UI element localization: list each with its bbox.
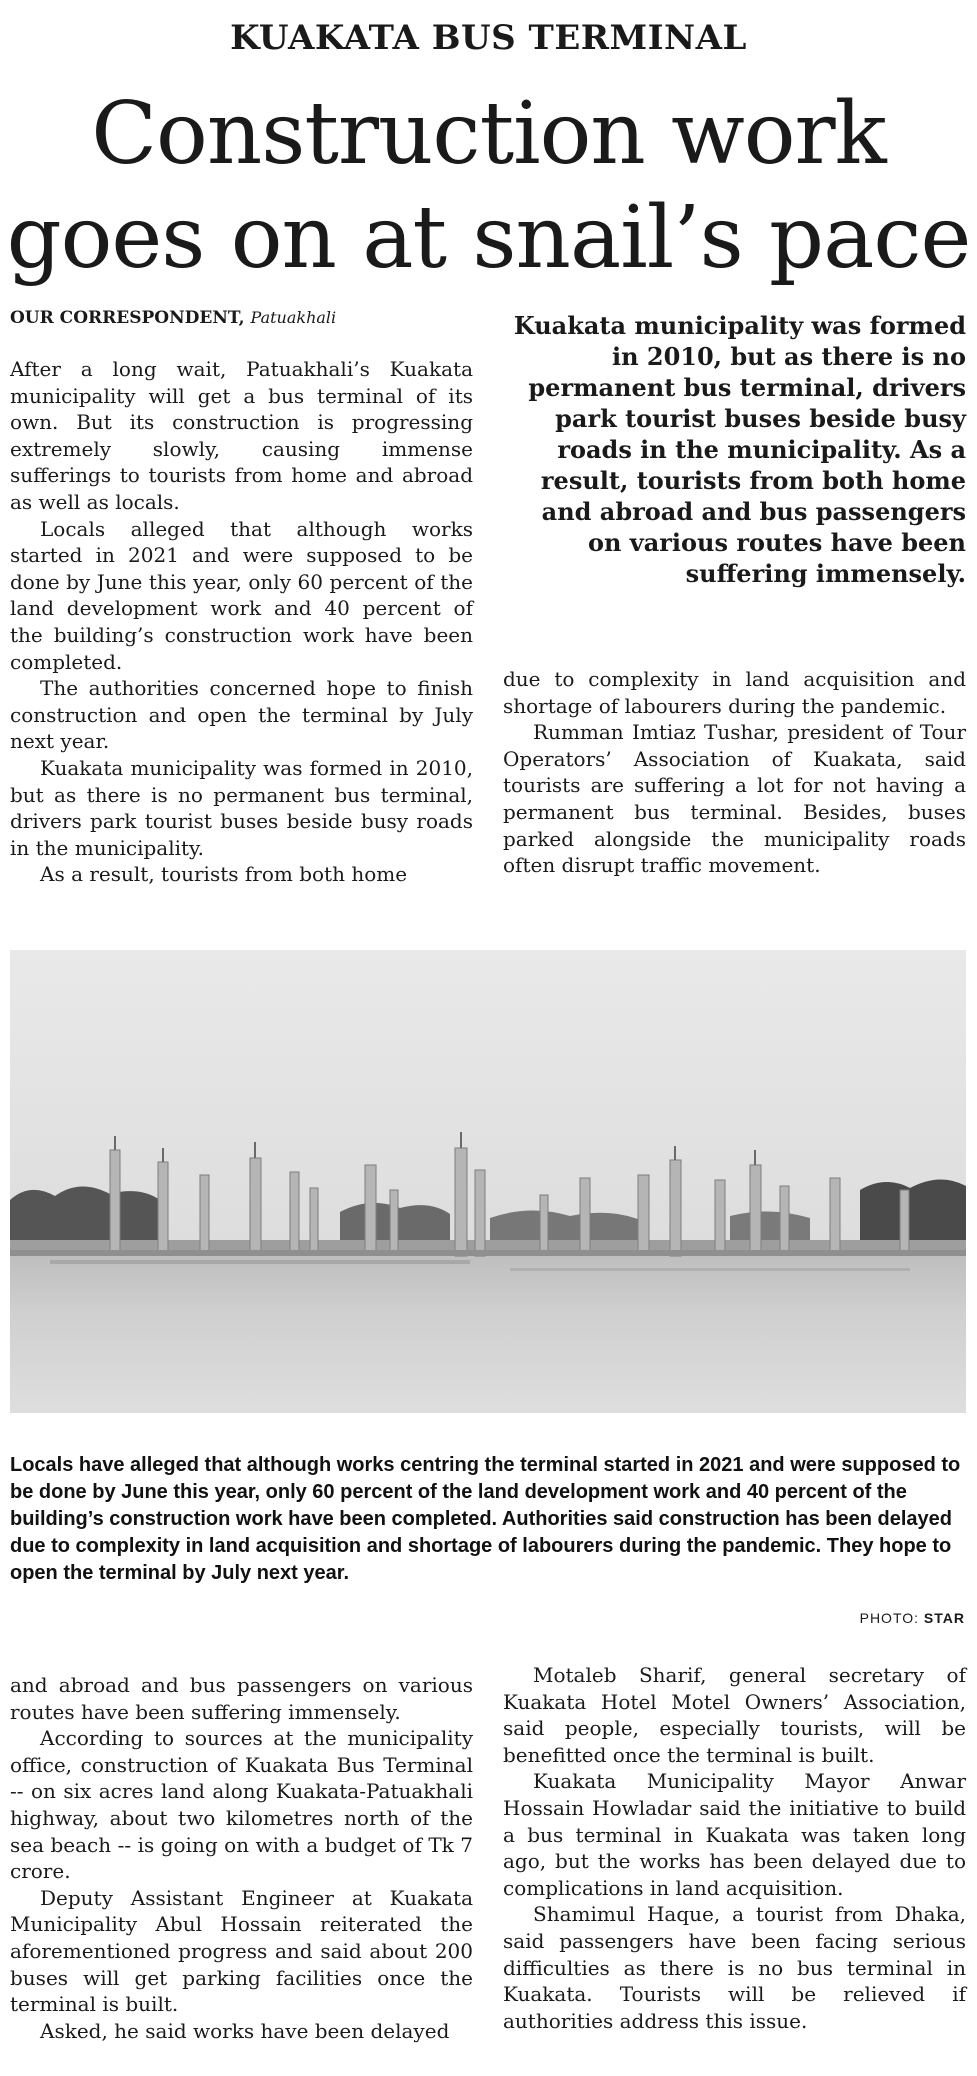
pull-quote: Kuakata municipality was formed in 2010, but as there is no permanent bus terminal, drivers park tourist buses beside busy roads in the municipality. As a result, tourists from both home and abroad and bus passengers on various routes have been suffering immensely. [513, 311, 966, 588]
photo-credit [860, 1610, 965, 1626]
kicker: KUAKATA BUS TERMINAL [230, 18, 747, 58]
paragraph: According to sources at the municipality office, construction of Kuakata Bus Terminal -- on six acres land along Kuakata-Patuakhali highway, about two kilometres north of the sea beach -- is going on with a budget of Tk 7 crore. [10, 1726, 473, 1884]
column-1-top [10, 356, 473, 888]
paragraph: Shamimul Haque, a tourist from Dhaka, said passengers have been facing serious difficulties as there is no bus terminal in Kuakata. Tourists will be relieved if authorities address this issue. [503, 1902, 966, 2033]
photo-credit-source: STAR [923, 1610, 965, 1626]
paragraph: Deputy Assistant Engineer at Kuakata Municipality Abul Hossain reiterated the aforementioned progress and said about 200 buses will get parking facilities once the terminal is built. [10, 1885, 473, 2017]
byline-name: OUR CORRESPONDENT, [10, 308, 245, 328]
column-1-bottom [10, 1672, 473, 2044]
paragraph: due to complexity in land acquisition and shortage of labourers during the pandemic. [503, 667, 966, 718]
paragraph: Motaleb Sharif, general secretary of Kuakata Hotel Motel Owners’ Association, said people, especially tourists, will be benefitted once the terminal is built. [503, 1663, 966, 1767]
byline [10, 308, 336, 328]
paragraph: Locals alleged that although works started in 2021 and were supposed to be done by June this year, only 60 percent of the land development work and 40 percent of the building’s construction work have been completed. [10, 516, 473, 674]
construction-site-photo [10, 950, 966, 1413]
column-2-bottom [503, 1662, 966, 2034]
paragraph: As a result, tourists from both home [40, 862, 408, 887]
byline-location: Patuakhali [250, 308, 337, 327]
paragraph: Rumman Imtiaz Tushar, president of Tour Operators’ Association of Kuakata, said tourists are suffering a lot for not having a permanent bus terminal. Besides, buses parked alongside the municipality roads often disrupt traffic movement. [503, 720, 966, 878]
photo-caption: Locals have alleged that although works centring the terminal started in 2021 and were supposed to be done by June this year, only 60 percent of the land development work and 40 percent of the building’s construction work have been completed. Authorities said construction has been delayed due to complexity in land acquisition and shortage of labourers during the pandemic. They hope to open the terminal by July next year. [10, 1454, 961, 1584]
headline: Construction work goes on at snail’s pace [6, 84, 971, 288]
construction-site-image [10, 950, 966, 1413]
paragraph: The authorities concerned hope to finish construction and open the terminal by July next year. [10, 676, 473, 754]
column-2-top [503, 666, 966, 879]
paragraph: Kuakata Municipality Mayor Anwar Hossain Howladar said the initiative to build a bus terminal in Kuakata was taken long ago, but the works has been delayed due to complications in land acquisition. [503, 1769, 966, 1900]
paragraph: Kuakata municipality was formed in 2010, but as there is no permanent bus terminal, drivers park tourist buses beside busy roads in the municipality. [10, 755, 473, 860]
paragraph: and abroad and bus passengers on various routes have been suffering immensely. [10, 1673, 473, 1724]
paragraph: Asked, he said works have been delayed [40, 2018, 450, 2043]
paragraph: After a long wait, Patuakhali’s Kuakata municipality will get a bus terminal of its own. But its construction is progressing extremely slowly, causing immense sufferings to tourists from home and abroad as well as locals. [10, 357, 473, 514]
photo-credit-label: PHOTO: [859, 1610, 920, 1626]
